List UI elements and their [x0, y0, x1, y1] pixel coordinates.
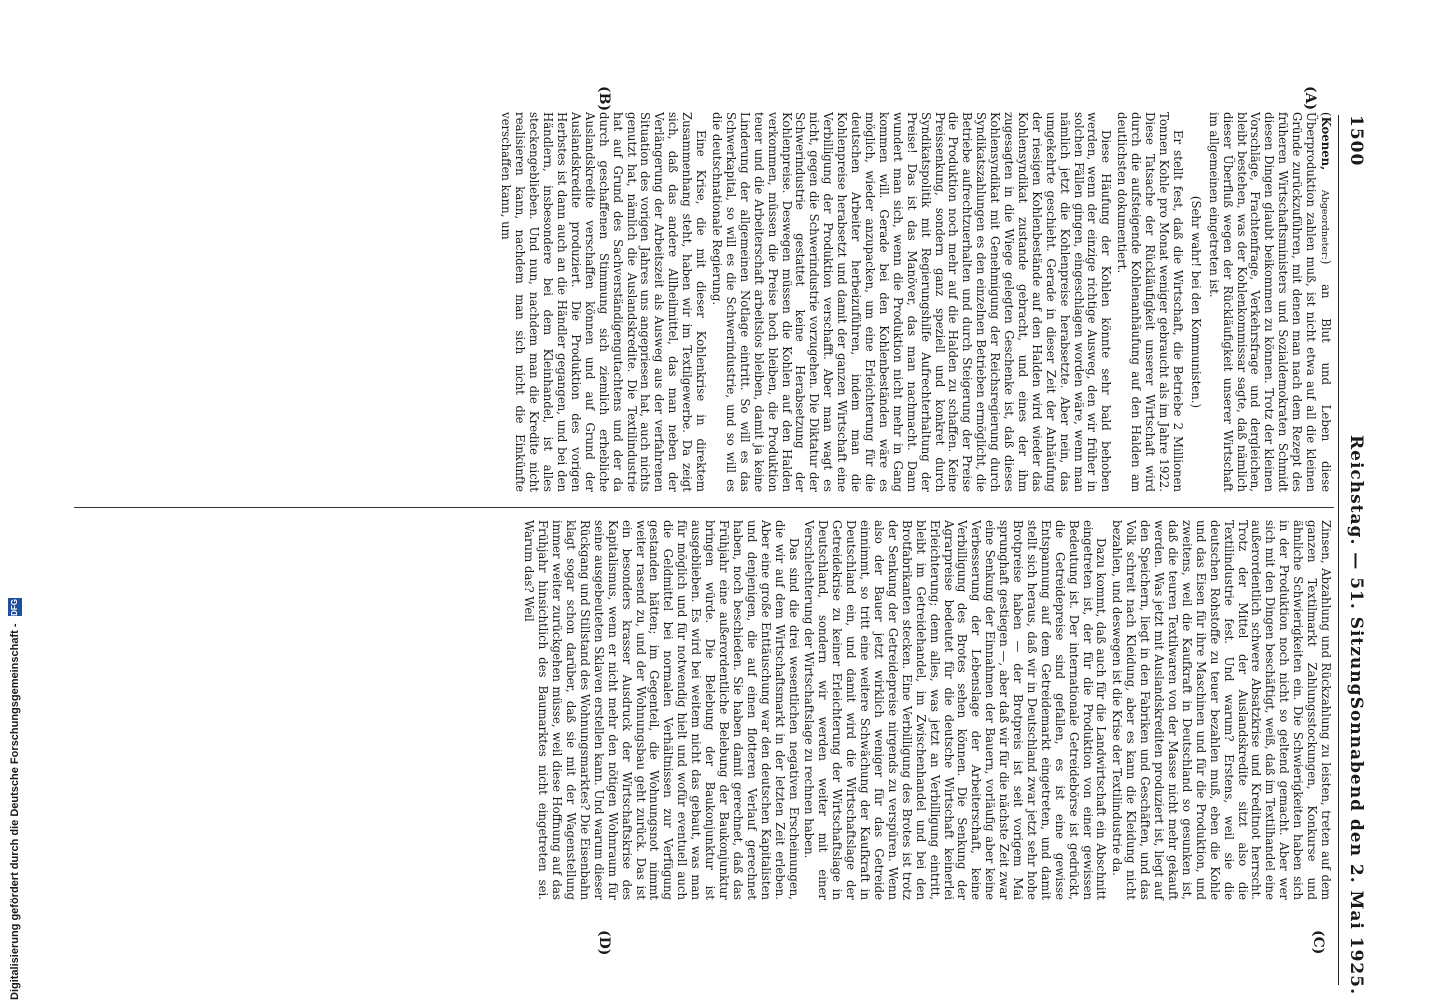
credit-text: Digitalisierung gefördert durch die Deutsche Forschungsgemeinschaft -	[8, 623, 21, 1000]
paragraph: Er stellt fest, daß die Wirtschaft, die Betriebe 2 Millionen Tonnen Kohle pro Monat weniger gebraucht als im Jahre 1922. Diese Tatsache der Rückläufigkeit unserer Wirtschaft wird durch die aufsteigende Kohlenanhäufung auf den Halden am deutlichsten dokumentiert.	[1115, 112, 1185, 492]
margin-marker-d: (D)	[596, 930, 612, 956]
digitization-credit	[8, 598, 22, 1000]
page-header	[1336, 115, 1376, 995]
paragraph: Das sind die drei wesentlichen negativen Erscheinungen, die wir auf dem Wirtschaftsmarkt in der letzten Zeit erleben. Aber eine große Enttäuschung war den deutschen Kapitalisten und denjenigen, die auf einen flotteren Verlauf gerechnet haben, noch beschieden. Sie haben damit gerechnet, daß das Frühjahr eine außerordentliche Belebung der Baukonjunktur bringen würde. Die Belebung der Baukonjunktur ist ausgeblieben. Es wird bei weitem nicht das gebaut, was man für möglich und für notwendig hielt und wofür eventuell auch die Geldmittel bei normalen Verhältnissen zur Verfügung gestanden hätten; im Gegenteil, die Wohnungsnot nimmt weiter rasend zu, und der Wohnungsbau geht zurück. Das ist ein besonders krasser Ausdruck der Wirtschaftskrise des Kapitalismus, wenn er nicht mehr den nötigen Wohnraum für seine ausgebeuteten Sklaven erstellen kann. Und warum dieser Rückgang und Stillstand des Wohnungsmarktes? Die Eisenbahn klagt sogar schon darüber, daß sie mit der Wagenstellung immer weiter zurückgehen müsse, weil diese Hoffnung auf das Frühjahr hinsichtlich des Baumarktes nicht eingetreten sei. Warum das? Weil	[522, 520, 801, 900]
left-column	[497, 112, 1332, 492]
paragraph: Eine Krise, die mit dieser Kohlenkrise in direktem Zusammenhang steht, haben wir im Textilgewerbe. Da zeigt sich, daß das andere Allheilmittel, das man neben der Verlängerung der Arbeitszeit als Ausweg aus der verfahrenen Situation des vorigen Jahres uns angepriesen hat, auch nichts genutzt hat, nämlich die Auslandskredite. Die Textilindustrie hat auf Grund des Sachverständigengutachtens und der da durch geschaffenen Stimmung sich ziemlich erhebliche Auslandskredite verschaffen können und auf Grund der Auslandskredite produziert. Die Produktion des vorigen Herbstes ist dann auch an die Händler gegangen, und bei den Händlern, insbesondere bei dem Kleinhandel, ist alles steckengeblieben. Und nun, nachdem man die Kredite nicht realisieren kann, nachdem man sich nicht die Einkünfte verschaffen kann, um	[499, 112, 709, 492]
dfg-logo-icon: DFG	[8, 598, 22, 616]
margin-marker-a: (A)	[1302, 86, 1318, 111]
header-rule	[1338, 115, 1339, 985]
paragraph: Diese Häufung der Kohlen könnte sehr bald behoben werden, wenn der einzige richtige Ausweg, den wir früher in solchen Fällen gingen, eingeschlagen worden wäre, wenn man nämlich jetzt die Kohlenpreise herabsetzte. Aber nein, das umgekehrte geschieht. Gerade in dieser Zeit der Anhäufung der riesigen Kohlenbestände auf den Halden wird wieder das Kohlensyndikat zustande gebracht, und eines der ihm zugesagten in die Wiege gelegten Geschenke ist, daß dieses Kohlensyndikat mit Genehmigung der Reichsregierung durch Syndikatszahlungen es den einzelnen Betrieben ermöglicht, die Betriebe aufrechtzuerhalten und durch Steigerung der Preise die Produktion noch mehr auf die Halden zu schaffen. Keine Preissenkung, sondern ganz speziell und konkret durch Syndikatspolitik mit Regierungshilfe Aufrechterhaltung der Preise! Das ist das Manöver, das man nachmacht. Dann wundert man sich, wenn die Produktion nicht mehr in Gang kommen will. Gerade bei den Kohlenbeständen wäre es möglich, wieder anzupacken, um eine Erleichterung für die deutschen Arbeiter herbeizuführen, indem man die Kohlenpreise herabsetzt und damit der ganzen Wirtschaft eine Verbilligung der Produktion verschafft. Aber man wagt es nicht, gegen die Schwerindustrie vorzugehen. Die Diktatur der Schwerindustrie gestattet keine Herabsetzung der Kohlenpreise. Deswegen müssen die Kohlen auf den Halden verkommen, müssen die Preise hoch bleiben, die Produktion teuer und die Arbeiterschaft arbeitslos bleiben, damit ja keine Linderung der allgemeinen Notlage eintritt. So will es das Schwerkapital, so will es die Schwerindustrie, und so will es die deutschnationale Regierung.	[710, 112, 1114, 492]
session-title: Reichstag. — 51. Sitzung.	[1346, 435, 1366, 704]
column-divider	[74, 507, 1334, 508]
paragraph: Dazu kommt, daß auch für die Landwirtschaft ein Abschnitt eingetreten ist, der für die Produktion von einer gewissen Bedeutung ist. Der internationale Getreidebörse ist gedrückt, die Getreidepreise sind gefallen, es ist eine gewisse Entspannung auf dem Getreidemarkt eingetreten, und damit stellt sich heraus, daß wir in Deutschland zwar jetzt sehr hohe Brotpreise haben — der Brotpreis ist seit vorigem Mai sprunghaft gestiegen —, aber daß wir für die nächste Zeit zwar eine Senkung der Einnahmen der Bauern, vorläufig aber keine Verbesserung der Lebenslage der Arbeiterschaft, keine Verbilligung des Brotes sehen können. Die Senkung der Agrarpreise bedeutet für die deutsche Wirtschaft keinerlei Erleichterung; denn alles, was jetzt an Verbilligung eintritt, bleibt im Getreidehandel, im Zwischenhandel und bei den Brotfabrikanten stecken. Eine Verbilligung des Brotes ist trotz der Senkung der Getreidepreise nirgends zu verspüren. Wenn also der Bauer jetzt wirklich weniger für das Getreide einnimmt, so tritt eine weitere Schwächung der Kaufkraft in Deutschland ein, und damit wird die Wirtschaftslage der Getreidekrise zu keiner Erleichterung der Wirtschaftslage in Deutschland, sondern wir werden weiter mit einer Verschlechterung der Wirtschaftslage zu rechnen haben.	[802, 520, 1109, 900]
margin-marker-c: (C)	[1310, 930, 1326, 955]
speaker-name: Koenen,	[1319, 116, 1333, 171]
paragraph: an Blut und Leben diese Überproduktion zahlen muß, ist nicht etwa auf all die kleinen Gründe zurückzuführen, mit denen man nach dem Rezept des früheren Wirtschaftsministers und Sozialdemokraten Schmidt diesen Dingen glaubt beikommen zu können. Trotz der kleinen Vorschläge, Frachtenfrage, Verkehrsfrage und dergleichen, bleibt bestehen, was der Kohlenkommissar sagte, daß nämlich dieser Überfluß wegen der Rückläufigkeit unserer Wirtschaft im allgemeinen eingetreten ist.	[1206, 112, 1333, 493]
session-date: Sonnabend den 2. Mai 1925.	[1346, 696, 1366, 995]
speaker-role: Abgeordneter:	[1319, 189, 1330, 260]
interjection: (Sehr wahr! bei den Kommunisten.)	[1188, 195, 1203, 409]
speech-opening: (Koenen, Abgeordneter:) an Blut und Leben diese Überproduktion zahlen muß, ist nicht etwa auf all die kleinen Gründe zurückzuführen, mit denen man nach dem Rezept des früheren Wirtschaftsministers und Sozialdemokraten Schmidt diesen Dingen glaubt beikommen zu können. Trotz der kleinen Vorschläge, Frachtenfrage, Verkehrsfrage und dergleichen, bleibt bestehen, was der Kohlenkommissar sagte, daß nämlich dieser Überfluß wegen der Rückläufigkeit unserer Wirtschaft im allgemeinen eingetreten ist.	[1206, 112, 1333, 493]
margin-marker-b: (B)	[596, 86, 612, 112]
paragraph: Zinsen, Abzahlung und Rückzahlung zu leisten, treten auf dem ganzen Textilmarkt Zahlungsstockungen, Konkurse und ähnliche Schwierigkeiten ein. Die Schwierigkeiten haben sich in der Produktion noch nicht so geltend gemacht. Aber wer sich mit den Dingen beschäftigt, weiß, daß im Textilhandel eine außerordentlich schwere Absatzkrise und Kreditnot herrscht. Trotz der Mittel der Auslandskredite sitzt also die Textilindustrie fest. Und warum? Erstens, weil sie die deutschen Rohstoffe zu teuer bezahlen muß, eben die Kohle und das Eisen für ihre Maschinen und für die Produktion, und zweitens, weil die Kaufkraft in Deutschland so gesunken ist, daß die teuren Textilwaren von der Masse nicht mehr gekauft werden. Was jetzt mit Auslandskrediten produziert ist, liegt auf den Speichern, liegt in den Fabriken und Geschäften, und das Volk schreit nach Kleidung, aber es kann die Kleidung nicht bezahlen, und deswegen ist die Krise der Textilindustrie da.	[1110, 520, 1333, 900]
right-column	[519, 520, 1332, 900]
page-number: 1500	[1346, 115, 1366, 167]
